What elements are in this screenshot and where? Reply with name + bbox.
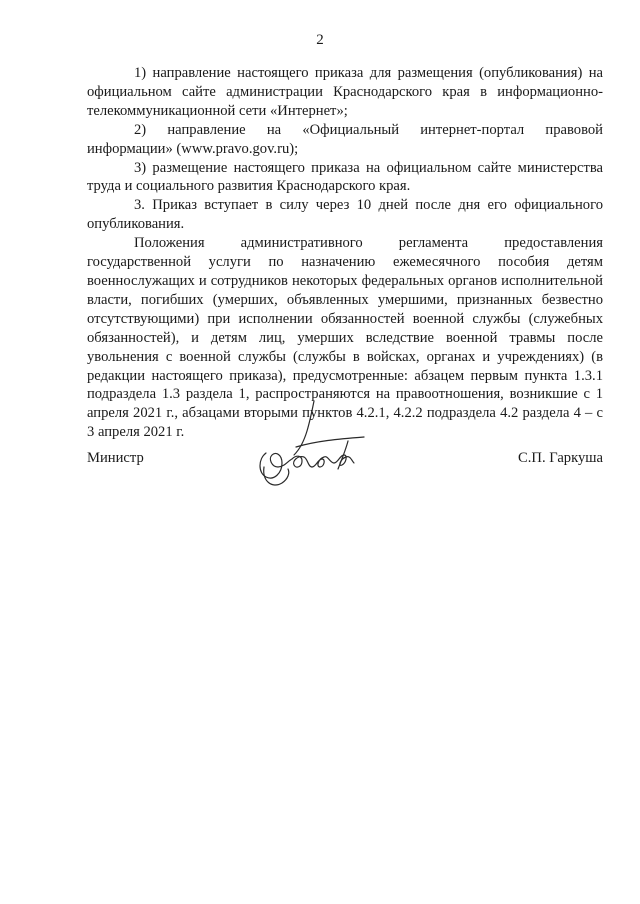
paragraph-effective-date: 3. Приказ вступает в силу через 10 дней после дня его официального опубликования. — [87, 197, 603, 233]
handwritten-signature-icon — [252, 397, 370, 493]
paragraph-clause-3: 3) размещение настоящего приказа на официальном сайте министерства труда и социального развития Краснодарского края. — [87, 159, 603, 195]
paragraph-clause-2: 2) направление на «Официальный интернет-портал правовой информации» (www.pravo.gov.ru); — [87, 121, 603, 157]
page-number: 2 — [316, 32, 324, 48]
document-body — [87, 64, 603, 442]
paragraph-regulation-provisions: Положения административного регламента предоставления государственной услуги по назначению ежемесячного пособия детям военнослужащих и сотрудников некоторых федеральных органов исполнительной власти, погибших (умерших, объявленных умершими, признанных безвестно отсутствующими) при исполнении обязанностей военной службы (служебных обязанностей), и детям лиц, умерших вследствие военной травмы после увольнения с военной службы (службы в войсках, органах и учреждениях) (в редакции настоящего приказа), предусмотренные: абзацем первым пункта 1.3.1 подраздела 1.3 раздела 1, распространяются на правоотношения, возникшие с 1 апреля 2021 г., абзацами вторыми пунктов 4.2.1, 4.2.2 подраздела 4.2 раздела 4 – с 3 апреля 2021 г. — [87, 235, 603, 441]
signatory-title: Министр — [87, 450, 144, 466]
paragraph-clause-1: 1) направление настоящего приказа для размещения (опубликования) на официальном сайте администрации Краснодарского края в информационно-телекоммуникационной сети «Интернет»; — [87, 65, 603, 119]
signatory-name: С.П. Гаркуша — [518, 450, 603, 466]
